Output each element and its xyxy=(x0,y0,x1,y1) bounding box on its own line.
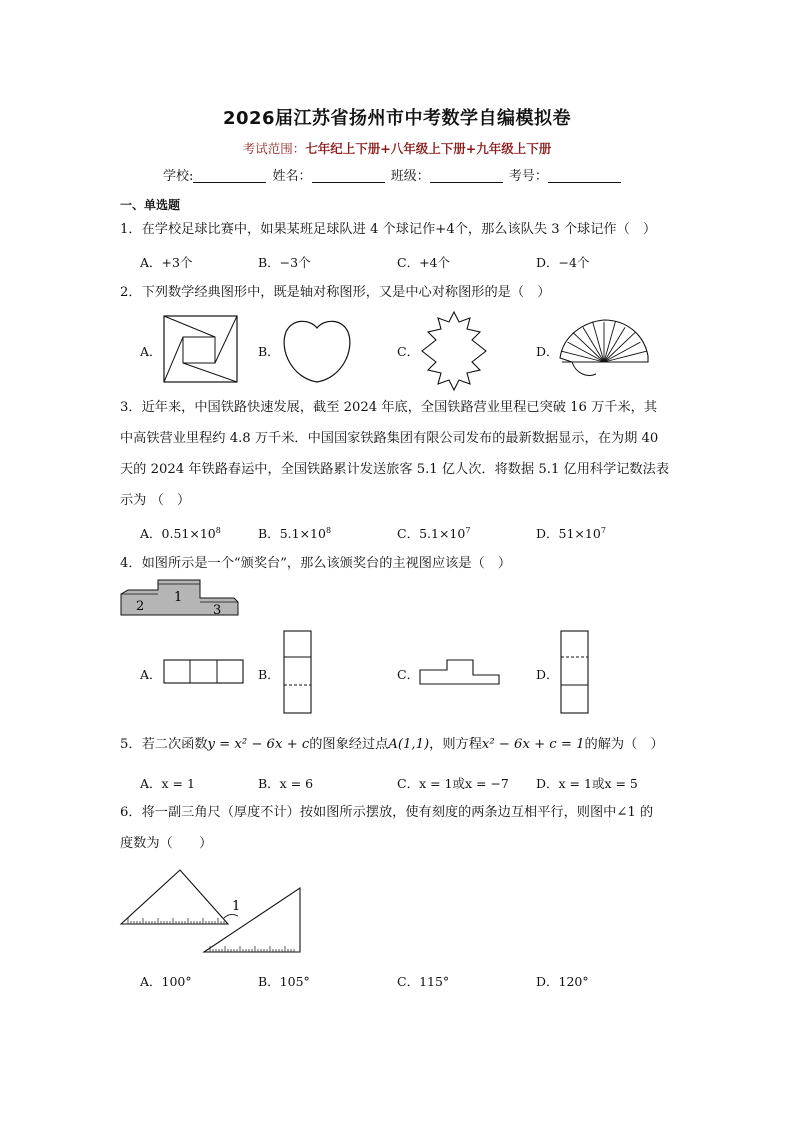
q5-option-b[interactable]: B．x = 6 xyxy=(258,776,314,791)
scope-value: 七年纪上下册+八年级上下册+九年级上下册 xyxy=(305,141,552,156)
q5-prefix: 5．若二次函数 xyxy=(120,737,208,752)
name-blank[interactable] xyxy=(312,168,385,183)
triangle-rulers-figure xyxy=(120,868,304,956)
podium-figure xyxy=(120,578,240,618)
q1-option-c[interactable]: C．+4个 xyxy=(397,255,450,270)
q1-option-a[interactable]: A．+3个 xyxy=(140,255,193,270)
class-label: 班级： xyxy=(390,169,430,184)
q5-option-c[interactable]: C．x = 1或x = −7 xyxy=(397,776,509,791)
q6-option-d[interactable]: D．120° xyxy=(536,974,589,989)
q5-mid: 的图象经过点 xyxy=(309,737,389,752)
q6-option-a[interactable]: A．100° xyxy=(140,974,192,989)
pinwheel-square-figure[interactable] xyxy=(163,315,239,383)
q2-option-c[interactable]: C． xyxy=(397,344,420,359)
podium-label-1: 1 xyxy=(174,590,183,605)
q2-option-a[interactable]: A． xyxy=(140,344,162,359)
question-4: 4．如图所示是一个“颁奖台”，那么该颁奖台的主视图应该是（ ） xyxy=(120,556,512,571)
q5-suffix: 的解为（ ） xyxy=(584,737,664,752)
school-blank[interactable] xyxy=(193,168,266,183)
q5-equation: x² − 6x + c = 1 xyxy=(481,737,585,752)
podium-label-2: 2 xyxy=(136,599,145,614)
fan-spiral-figure[interactable] xyxy=(558,318,650,380)
question-3-line-4: 示为 （ ） xyxy=(120,493,191,508)
q1-option-d[interactable]: D．−4个 xyxy=(536,255,590,270)
section-heading: 一、单选题 xyxy=(120,198,181,212)
exam-scope xyxy=(0,139,794,157)
q5-mid2: ，则方程 xyxy=(429,737,482,752)
q4-option-c[interactable]: C． xyxy=(397,667,420,682)
question-1: 1．在学校足球比赛中，如果某班足球队进 4 个球记作+4个，那么该队失 3 个球记作（ ） xyxy=(120,222,657,237)
question-3-line-1: 3．近年来，中国铁路快速发展，截至 2024 年底，全国铁路营业里程已突破 16 万千米，其 xyxy=(120,400,658,415)
heart-shape-figure[interactable] xyxy=(282,318,352,384)
scope-label: 考试范围： xyxy=(242,141,306,156)
q5-option-a[interactable]: A．x = 1 xyxy=(140,776,195,791)
q3-option-a-label: A． xyxy=(140,526,162,541)
q4-view-c-figure[interactable] xyxy=(419,658,501,686)
q2-option-b[interactable]: B． xyxy=(258,344,280,359)
q6-option-b[interactable]: B．105° xyxy=(258,974,310,989)
q3-option-b[interactable] xyxy=(258,524,331,542)
q3-option-d-label: D． xyxy=(536,526,559,541)
q3-option-c-exponent: 7 xyxy=(465,525,471,535)
q5-function: y = x² − 6x + c xyxy=(207,737,310,752)
question-3-line-2: 中高铁营业里程约 4.8 万千米．中国国家铁路集团有限公司发布的最新数据显示，在为期 40 xyxy=(120,431,659,446)
question-6-line-1: 6．将一副三角尺（厚度不计）按如图所示摆放，使有刻度的两条边互相平行，则图中∠1 的 xyxy=(120,805,654,820)
question-2: 2．下列数学经典图形中，既是轴对称图形，又是中心对称图形的是（ ） xyxy=(120,285,551,300)
q3-option-a-exponent: 8 xyxy=(215,525,221,535)
q6-option-c[interactable]: C．115° xyxy=(397,974,450,989)
podium-label-3: 3 xyxy=(213,603,222,618)
q4-option-d[interactable]: D． xyxy=(536,667,559,682)
question-3-options xyxy=(140,524,680,544)
q2-option-d[interactable]: D． xyxy=(536,344,559,359)
question-3-line-3: 天的 2024 年铁路春运中，全国铁路累计发送旅客 5.1 亿人次．将数据 5.1 亿用科学记数法表 xyxy=(120,462,670,477)
question-5-options xyxy=(140,774,680,794)
number-blank[interactable] xyxy=(548,168,621,183)
q3-option-d[interactable] xyxy=(536,524,606,542)
koch-snowflake-figure[interactable] xyxy=(418,310,490,392)
q4-option-b[interactable]: B． xyxy=(258,667,280,682)
q1-option-b[interactable]: B．−3个 xyxy=(258,255,311,270)
question-1-options xyxy=(140,253,680,273)
q3-option-b-label: B． xyxy=(258,526,280,541)
q3-option-c-base: 5.1×10 xyxy=(419,526,466,541)
class-blank[interactable] xyxy=(430,168,503,183)
question-6-options xyxy=(140,972,680,992)
q3-option-d-exponent: 7 xyxy=(600,525,606,535)
q3-option-c[interactable] xyxy=(397,524,470,542)
question-6-line-2: 度数为（ ） xyxy=(120,836,213,851)
q3-option-b-exponent: 8 xyxy=(325,525,332,535)
number-label: 考号： xyxy=(508,169,548,184)
q3-option-d-base: 51×10 xyxy=(558,526,601,541)
q3-option-b-base: 5.1×10 xyxy=(279,526,326,541)
q4-view-a-figure[interactable] xyxy=(163,659,245,685)
q5-option-d[interactable]: D．x = 1或x = 5 xyxy=(536,776,638,791)
school-label: 学校: xyxy=(163,169,194,184)
q3-option-a-base: 0.51×10 xyxy=(161,526,216,541)
q4-view-b-figure[interactable] xyxy=(283,630,313,715)
name-label: 姓名： xyxy=(272,169,312,184)
q4-option-a[interactable]: A． xyxy=(140,667,162,682)
student-info-line xyxy=(163,165,623,184)
question-5 xyxy=(120,729,680,761)
q5-point: A(1,1) xyxy=(388,737,430,752)
angle-1-label: 1 xyxy=(232,899,241,914)
q3-option-c-label: C． xyxy=(397,526,420,541)
q4-view-d-figure[interactable] xyxy=(560,630,590,715)
q3-option-a[interactable] xyxy=(140,524,221,542)
exam-title: 2026届江苏省扬州市中考数学自编模拟卷 xyxy=(222,108,572,129)
